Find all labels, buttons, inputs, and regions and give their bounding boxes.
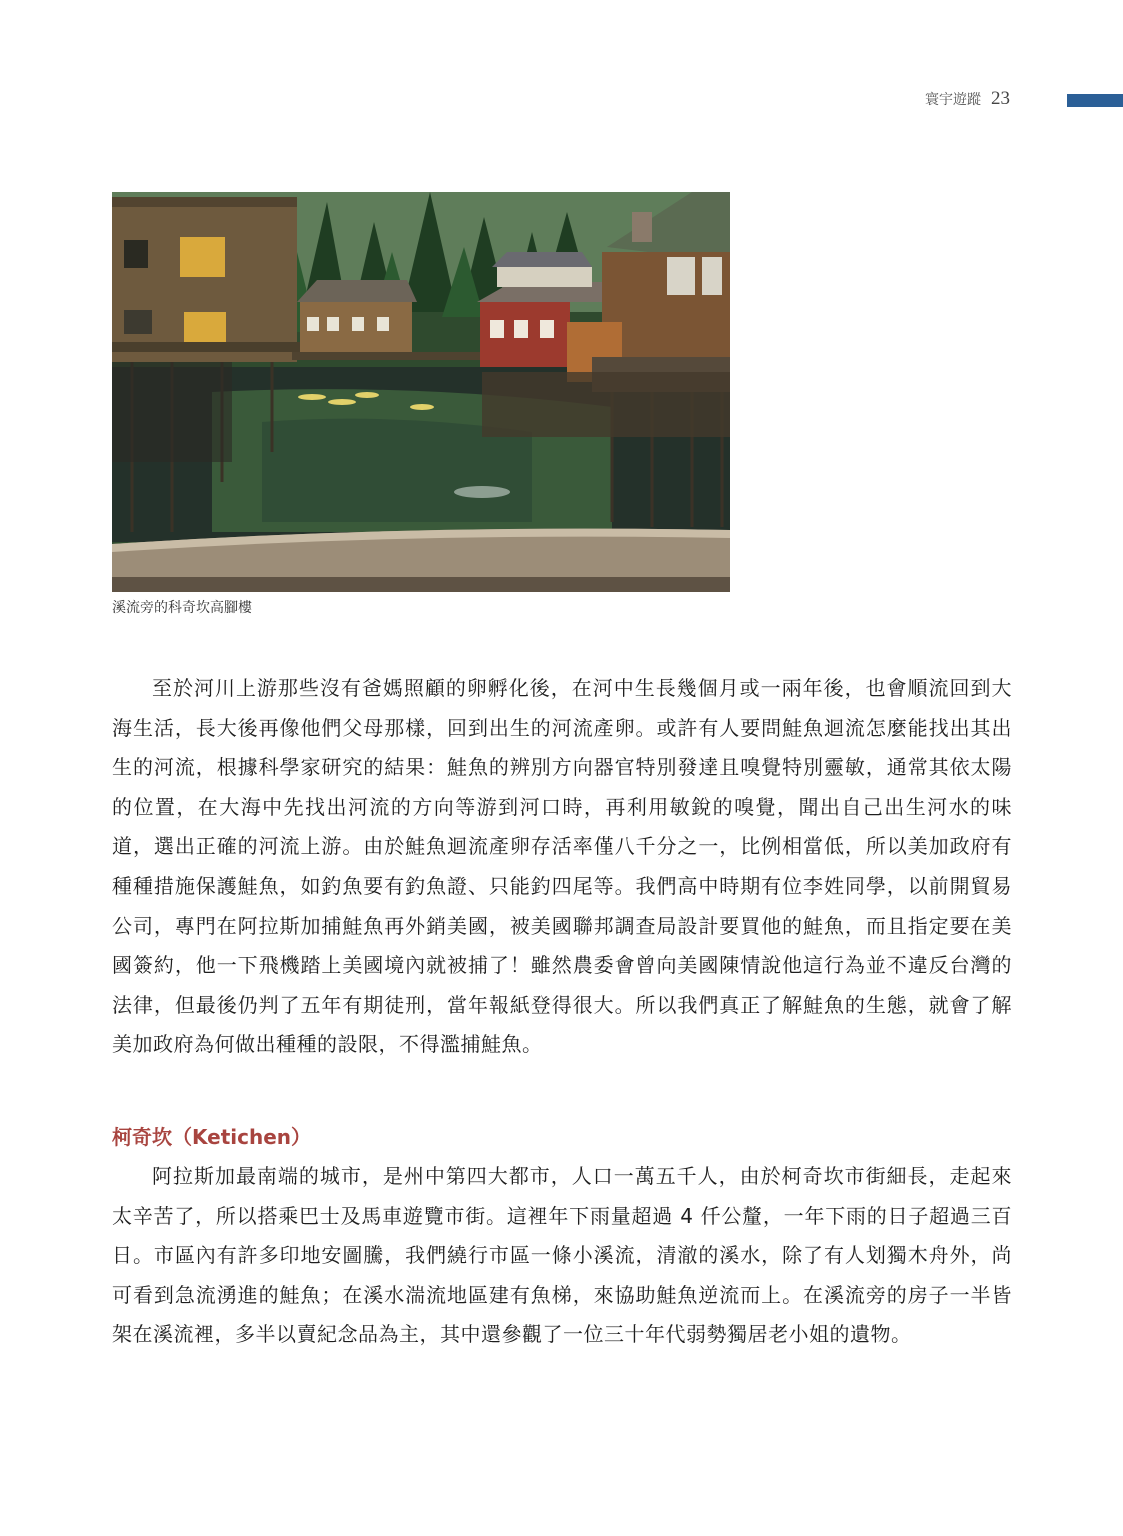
- page-number: 23: [991, 88, 1010, 109]
- creek-street-photo: [112, 192, 730, 592]
- running-header: [925, 88, 1010, 110]
- header-accent-bar: [1067, 94, 1123, 107]
- body-paragraph-2: 阿拉斯加最南端的城市，是州中第四大都市，人口一萬五千人，由於柯奇坎市街細長，走起來太辛苦了，所以搭乘巴士及馬車遊覽市街。這裡年下雨量超過 4 仟公釐，一年下雨的日子超過三百日。市區內有許多印地安圖騰，我們繞行市區一條小溪流，清澈的溪水，除了有人划獨木舟外，尚可看到急流湧進的鮭魚；在溪水湍流地區建有魚梯，來協助鮭魚逆流而上。在溪流旁的房子一半皆架在溪流裡，多半以賣紀念品為主，其中還參觀了一位三十年代弱勢獨居老小姐的遺物。: [112, 1164, 1012, 1347]
- section-subheading: 柯奇坎（Ketichen）: [112, 1125, 312, 1149]
- section-title: 寰宇遊蹤: [925, 92, 981, 108]
- body-paragraph-1: 至於河川上游那些沒有爸媽照顧的卵孵化後，在河中生長幾個月或一兩年後，也會順流回到大海生活，長大後再像他們父母那樣，回到出生的河流產卵。或許有人要問鮭魚迴流怎麼能找出其出生的河流，根據科學家研究的結果：鮭魚的辨別方向器官特別發達且嗅覺特別靈敏，通常其依太陽的位置，在大海中先找出河流的方向等游到河口時，再利用敏銳的嗅覺，聞出自己出生河水的味道，選出正確的河流上游。由於鮭魚迴流產卵存活率僅八千分之一，比例相當低，所以美加政府有種種措施保護鮭魚，如釣魚要有釣魚證、只能釣四尾等。我們高中時期有位李姓同學，以前開貿易公司，專門在阿拉斯加捕鮭魚再外銷美國，被美國聯邦調查局設計要買他的鮭魚，而且指定要在美國簽約，他一下飛機踏上美國境內就被捕了！雖然農委會曾向美國陳情說他這行為並不違反台灣的法律，但最後仍判了五年有期徒刑，當年報紙登得很大。所以我們真正了解鮭魚的生態，就會了解美加政府為何做出種種的設限，不得濫捕鮭魚。: [112, 676, 1012, 1057]
- stilt-houses-illustration: [112, 192, 730, 592]
- photo-caption: 溪流旁的科奇坎高腳樓: [112, 600, 252, 616]
